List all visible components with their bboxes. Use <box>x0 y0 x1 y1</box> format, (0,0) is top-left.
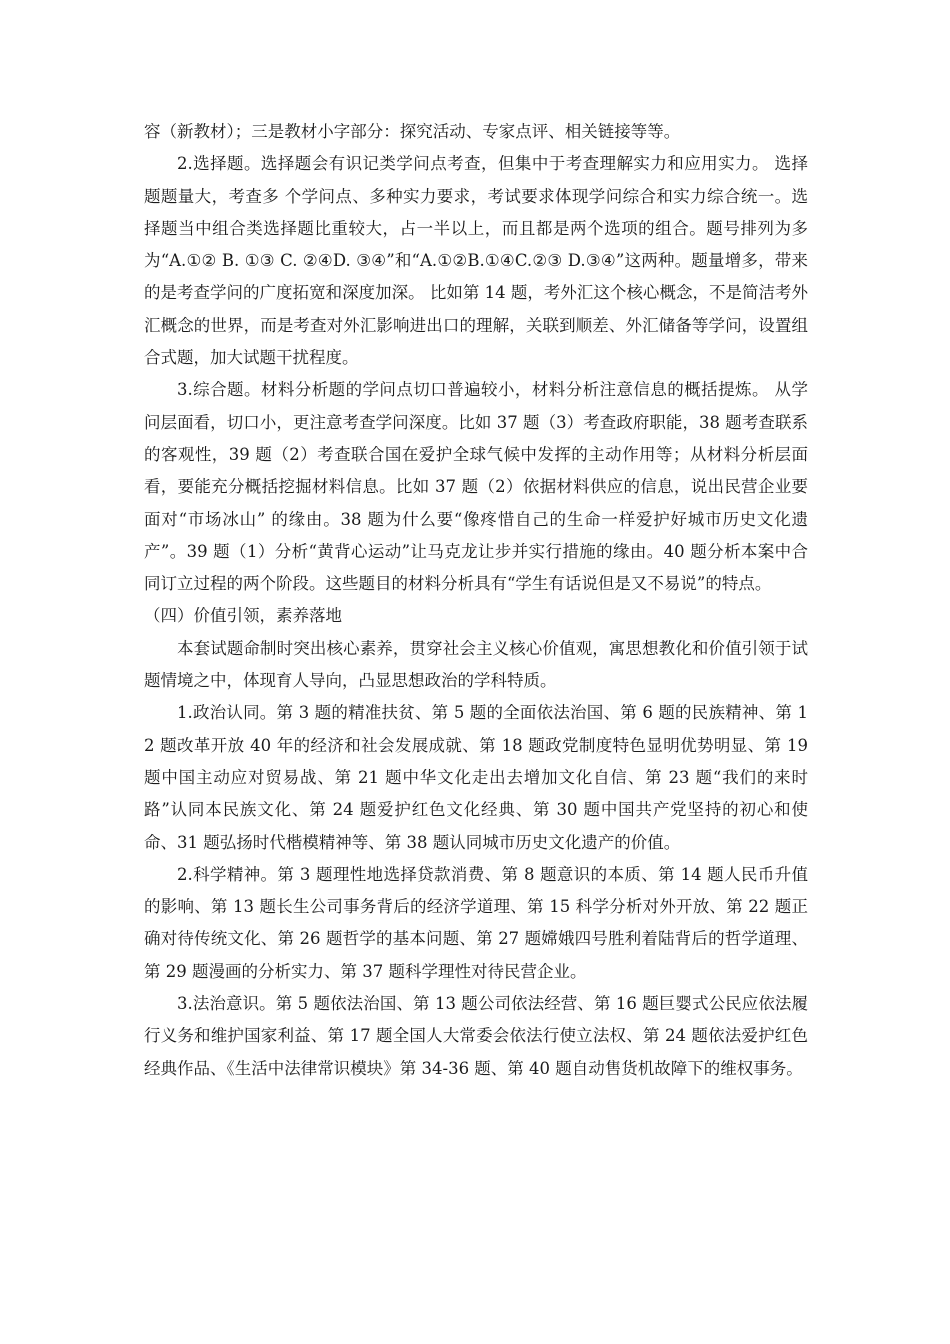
paragraph-rule-of-law: 3.法治意识。第 5 题依法治国、第 13 题公司依法经营、第 16 题巨婴式公民应依法履行义务和维护国家利益、第 17 题全国人大常委会依法行使立法权、第 24 题依法爱护红色经典作品、《生活中法律常识模块》第 34-36 题、第 40 题自动售货机故障下的维权事务。 <box>144 994 808 1078</box>
paragraph-comprehensive-questions: 3.综合题。材料分析题的学问点切口普遍较小，材料分析注意信息的概括提炼。 从学问层面看，切口小，更注意考查学问深度。比如 37 题（3）考查政府职能，38 题考查联系的客观性，39 题（2）考查联合国在爱护全球气候中发挥的主动作用等；从材料分析层面看，要能充分概括挖掘材料信息。比如 37 题（2）依据材料供应的信息，说出民营企业要面对“市场冰山” 的缘由。38 题为什么要“像疼惜自己的生命一样爱护好城市历史文化遗产”。39 题（1）分析“黄背心运动”让马克龙让步并实行措施的缘由。40 题分析本案中合同订立过程的两个阶段。这些题目的材料分析具有“学生有话说但是又不易说”的特点。 <box>144 380 808 594</box>
document-body <box>144 116 808 1085</box>
paragraph-scientific-spirit: 2.科学精神。第 3 题理性地选择贷款消费、第 8 题意识的本质、第 14 题人民币升值的影响、第 13 题长生公司事务背后的经济学道理、第 15 科学分析对外开放、第 22 题正确对待传统文化、第 26 题哲学的基本问题、第 27 题嫦娥四号胜利着陆背后的哲学道理、第 29 题漫画的分析实力、第 37 题科学理性对待民营企业。 <box>144 864 808 981</box>
section-heading-value-guidance: （四）价值引领，素养落地 <box>144 606 342 626</box>
paragraph-core-literacy: 本套试题命制时突出核心素养，贯穿社会主义核心价值观，寓思想教化和价值引领于试题情境之中，体现育人导向，凸显思想政治的学科特质。 <box>144 638 808 691</box>
paragraph-continuation: 容（新教材）；三是教材小字部分：探究活动、专家点评、相关链接等等。 <box>144 122 681 141</box>
paragraph-choice-questions: 2.选择题。选择题会有识记类学问点考查，但集中于考查理解实力和应用实力。 选择题题量大，考查多 个学问点、多种实力要求，考试要求体现学问综合和实力综合统一。选择题当中组合类选择题比重较大，占一半以上，而且都是两个选项的组合。题号排列为多为“A.①② B. ①③ C. ②④D. ③④”和“A.①②B.①④C.②③ D.③④”这两种。题量增多，带来的是考查学问的广度拓宽和深度加深。 比如第 14 题，考外汇这个核心概念，不是简洁考外汇概念的世界，而是考查对外汇影响进出口的理解，关联到顺差、外汇储备等学问，设置组合式题，加大试题干扰程度。 <box>144 154 808 368</box>
paragraph-political-identity: 1.政治认同。第 3 题的精准扶贫、第 5 题的全面依法治国、第 6 题的民族精神、第 12 题改革开放 40 年的经济和社会发展成就、第 18 题政党制度特色显明优势明显、第 19 题中国主动应对贸易战、第 21 题中华文化走出去增加文化自信、第 23 题“我们的来时路”认同本民族文化、第 24 题爱护红色文化经典、第 30 题中国共产党坚持的初心和使命、31 题弘扬时代楷模精神等、第 38 题认同城市历史文化遗产的价值。 <box>144 703 808 852</box>
